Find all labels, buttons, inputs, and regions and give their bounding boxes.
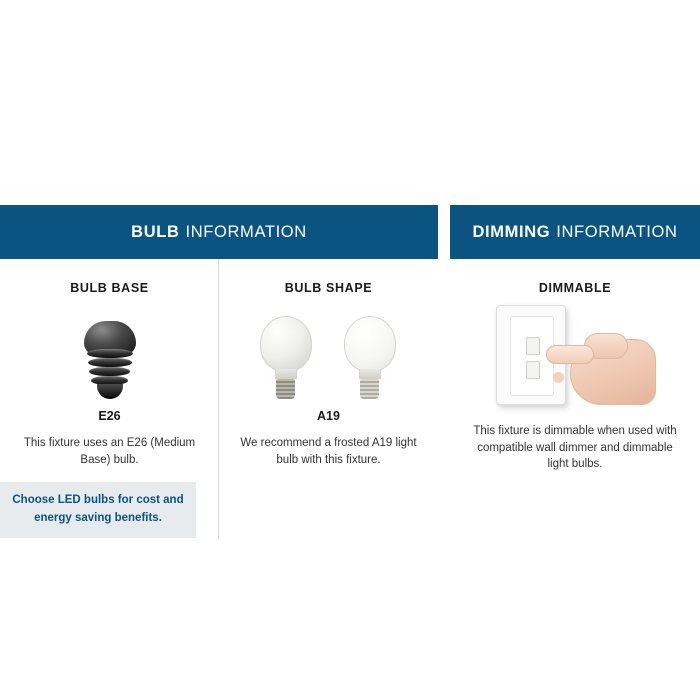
dimming-information-panel (450, 205, 700, 538)
dimming-header-light: INFORMATION (556, 222, 678, 241)
bulb-information-panel (0, 205, 438, 538)
dimmable-title: DIMMABLE (538, 281, 612, 295)
bulb-information-header (0, 205, 438, 259)
bulb-base-value: E26 (98, 409, 121, 423)
bulb-base-title: BULB BASE (70, 281, 149, 295)
dimmable-description: This fixture is dimmable when used with compatible wall dimmer and dimmable light bulbs. (473, 425, 677, 471)
a19-bulb-icon (219, 307, 438, 399)
led-tip-callout: Choose LED bulbs for cost and energy saving benefits. (0, 482, 196, 538)
bulb-columns (0, 259, 438, 538)
bulb-header-light: INFORMATION (185, 222, 307, 241)
bulb-shape-description: We recommend a frosted A19 light bulb with this fixture. (240, 437, 417, 466)
bulb-base-column (0, 259, 219, 538)
dimmer-switch-icon (450, 301, 700, 409)
bulb-header-strong: BULB (131, 222, 180, 241)
panel-gap (438, 205, 450, 538)
hand-icon (544, 323, 656, 407)
e26-base-icon (0, 307, 219, 399)
dimming-header-strong: DIMMING (472, 222, 551, 241)
dimmable-column (450, 259, 700, 473)
bulb-shape-title: BULB SHAPE (284, 281, 373, 295)
bulb-base-description: This fixture uses an E26 (Medium Base) bulb. (23, 437, 196, 466)
panels-container (0, 205, 700, 538)
bulb-shape-value: A19 (317, 409, 340, 423)
bulb-shape-column (219, 259, 438, 538)
dimming-information-header (450, 205, 700, 259)
